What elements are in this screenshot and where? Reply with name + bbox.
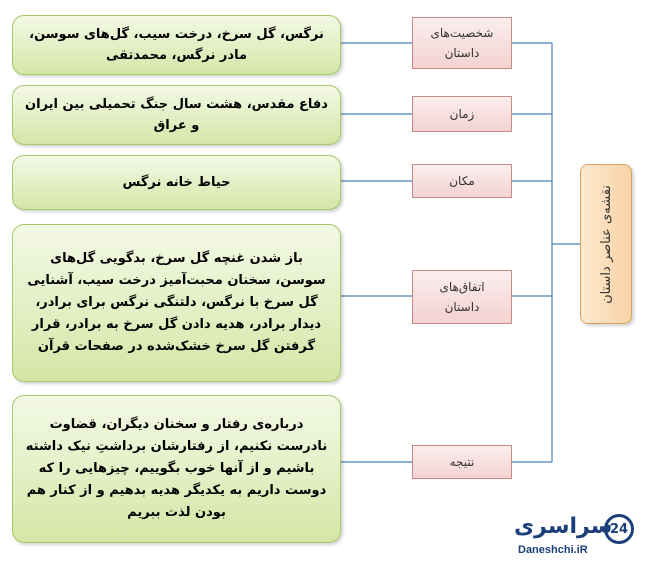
detail-result: درباره‌ی رفتار و سخنان دیگران، قضاوت نادرست نکنیم، از رفتارشان برداشتِ نیک داشته باشیم و از آنها خوب بگوییم، چیزهایی را که دوست داریم به یکدیگر هدیه بدهیم و از کنار هم بودن لذت ببریم	[12, 395, 341, 543]
detail-events: باز شدن غنچه گل سرخ، بدگویی گل‌های سوسن، سخنان محبت‌آمیز درخت سیب، آشنایی گل سرخ با نرگس، دلتنگی نرگس برای برادر، دیدار برادر، هدیه دادن گل سرخ به برادر، قرار گرفتن گل سرخ خشک‌شده در صفحات قرآن	[12, 224, 341, 382]
detail-place: حیاط خانه نرگس	[12, 155, 341, 210]
watermark-logo	[508, 510, 640, 566]
category-events: اتفاق‌های داستان	[412, 270, 512, 324]
category-time: زمان	[412, 96, 512, 132]
category-characters: شخصیت‌های داستان	[412, 17, 512, 69]
root-label: نقشه‌ی عناصر داستان	[598, 184, 614, 304]
watermark-site: Daneshchi.iR	[518, 544, 588, 556]
category-place: مکان	[412, 164, 512, 198]
detail-time: دفاع مقدس، هشت سال جنگ تحمیلی بین ایران و عراق	[12, 85, 341, 145]
detail-characters: نرگس، گل سرخ، درخت سیب، گل‌های سوسن، مادر نرگس، محمدتقی	[12, 15, 341, 75]
category-result: نتیجه	[412, 445, 512, 479]
watermark-number-badge: 24	[604, 514, 634, 544]
root-node	[580, 164, 632, 324]
watermark-name: سراسری	[514, 514, 613, 539]
